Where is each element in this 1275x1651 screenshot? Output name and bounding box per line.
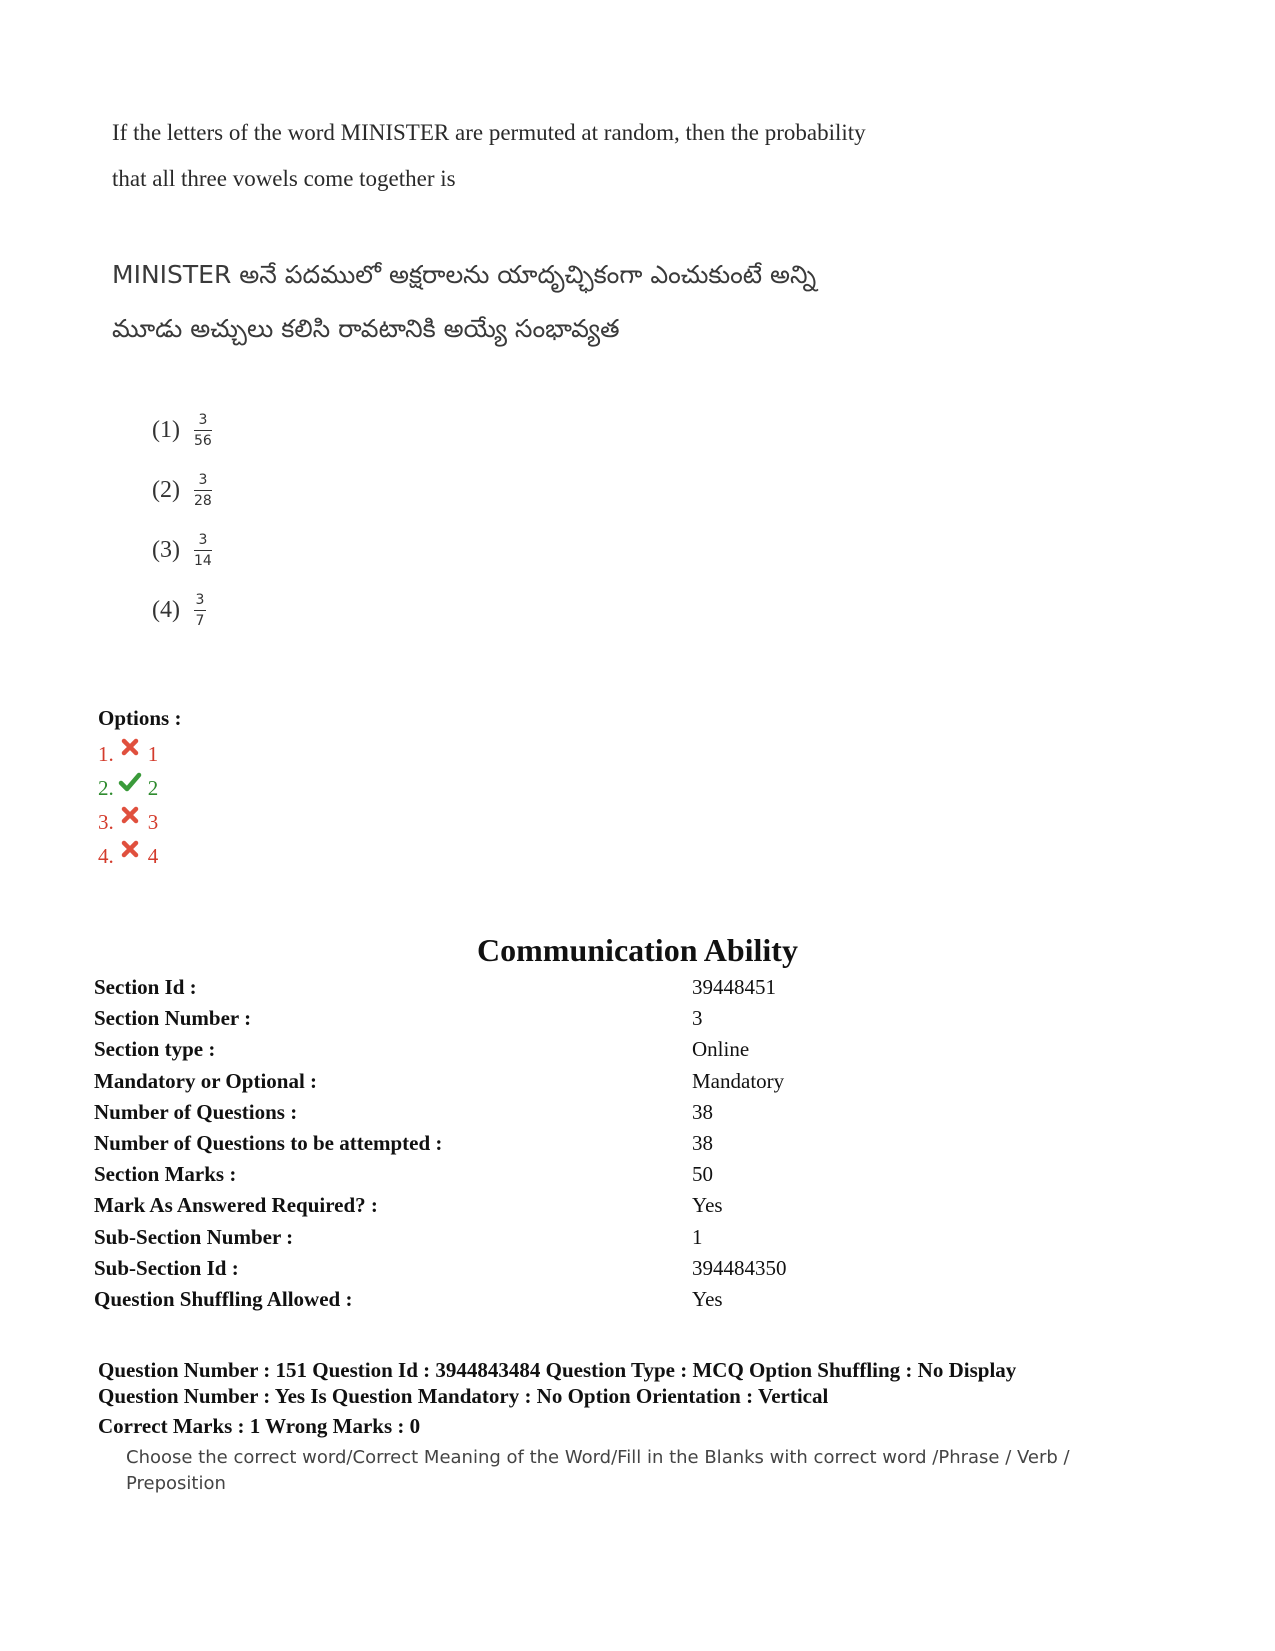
fraction-denominator: 28 xyxy=(194,492,212,509)
question-english-line: If the letters of the word MINISTER are permuted at random, then the probability xyxy=(112,120,866,145)
question-meta xyxy=(98,1357,1218,1439)
question-image xyxy=(112,110,1012,343)
section-info-value: Yes xyxy=(692,1193,723,1218)
options-list xyxy=(98,706,181,873)
option-item xyxy=(98,839,181,873)
option-index: 4. xyxy=(98,843,114,868)
instruction-line: Choose the correct word/Correct Meaning of the Word/Fill in the Blanks with correct word /Phrase / Verb / xyxy=(126,1447,1070,1468)
choice-fraction xyxy=(194,532,212,569)
choice-fraction xyxy=(194,412,212,449)
section-info-value: 50 xyxy=(692,1162,713,1187)
section-info-row xyxy=(94,1222,787,1253)
instruction-line: Preposition xyxy=(126,1473,226,1494)
section-info-value: Mandatory xyxy=(692,1068,785,1093)
section-info-key: Number of Questions : xyxy=(94,1099,298,1124)
section-info-row xyxy=(94,1253,787,1284)
option-value: 4 xyxy=(147,843,159,868)
fraction-numerator: 3 xyxy=(198,411,208,428)
section-info-key: Sub-Section Id : xyxy=(94,1255,239,1280)
option-index: 2. xyxy=(98,775,114,800)
section-info-row xyxy=(94,972,787,1003)
question-text-telugu xyxy=(112,248,1012,356)
section-info-key: Section Marks : xyxy=(94,1162,237,1187)
section-info-key: Section Number : xyxy=(94,1006,252,1031)
question-telugu-line: MINISTER అనే పదములో అక్షరాలను యాదృచ్ఛికంగా ఎంచుకుంటే అన్ని xyxy=(112,260,817,289)
fraction-numerator: 3 xyxy=(198,531,208,548)
option-value: 3 xyxy=(147,809,159,834)
fraction-numerator: 3 xyxy=(195,591,205,608)
options-title: Options : xyxy=(98,706,182,730)
question-meta-line: Question Number : Yes Is Question Mandatory : No Option Orientation : Vertical xyxy=(98,1384,829,1408)
fraction-bar xyxy=(194,490,212,491)
option-value: 2 xyxy=(147,775,159,800)
choice-fraction xyxy=(194,592,206,629)
section-info-key: Mark As Answered Required? : xyxy=(94,1193,378,1218)
section-info-row xyxy=(94,1003,787,1034)
choice-fraction xyxy=(194,472,212,509)
fraction-bar xyxy=(194,430,212,431)
section-info-value: 38 xyxy=(692,1131,713,1156)
choice-label: (2) xyxy=(152,476,180,503)
section-info-row xyxy=(94,1066,787,1097)
option-index: 1. xyxy=(98,741,114,766)
section-info-key: Mandatory or Optional : xyxy=(94,1068,318,1093)
fraction-denominator: 14 xyxy=(194,552,212,569)
fraction-bar xyxy=(194,550,212,551)
section-info-row xyxy=(94,1034,787,1065)
option-item xyxy=(98,737,181,771)
fraction-denominator: 7 xyxy=(195,612,205,629)
section-info-value: 38 xyxy=(692,1099,713,1124)
choice-label: (3) xyxy=(152,536,180,563)
question-telugu-line: మూడు అచ్చులు కలిసి రావటానికి అయ్యే సంభావ్యత xyxy=(112,314,620,343)
choice-label: (4) xyxy=(152,596,180,623)
section-info-table xyxy=(94,972,787,1315)
cross-icon xyxy=(118,738,142,758)
section-info-key: Sub-Section Number : xyxy=(94,1224,294,1249)
option-item xyxy=(98,805,181,839)
section-info-key: Section type : xyxy=(94,1037,216,1062)
question-instruction xyxy=(126,1445,1086,1497)
section-info-value: 1 xyxy=(692,1224,703,1249)
choice-item xyxy=(152,460,212,520)
section-info-key: Question Shuffling Allowed : xyxy=(94,1286,353,1311)
section-info-row xyxy=(94,1128,787,1159)
section-info-value: 3 xyxy=(692,1006,703,1031)
section-info-row xyxy=(94,1097,787,1128)
section-info-key: Number of Questions to be attempted : xyxy=(94,1131,443,1156)
cross-icon xyxy=(118,806,142,826)
section-info-value: 39448451 xyxy=(692,975,776,1000)
option-index: 3. xyxy=(98,809,114,834)
section-info-row xyxy=(94,1284,787,1315)
cross-icon xyxy=(118,840,142,860)
section-info-row xyxy=(94,1159,787,1190)
choice-item xyxy=(152,580,212,640)
section-info-key: Section Id : xyxy=(94,975,197,1000)
option-value: 1 xyxy=(147,741,159,766)
option-item xyxy=(98,771,181,805)
question-choices xyxy=(152,400,212,640)
section-info-row xyxy=(94,1190,787,1221)
choice-item xyxy=(152,400,212,460)
section-info-value: 394484350 xyxy=(692,1255,787,1280)
fraction-bar xyxy=(194,610,206,611)
question-marks: Correct Marks : 1 Wrong Marks : 0 xyxy=(98,1414,421,1438)
fraction-numerator: 3 xyxy=(198,471,208,488)
section-info-value: Yes xyxy=(692,1286,723,1311)
question-english-line: that all three vowels come together is xyxy=(112,166,456,191)
choice-item xyxy=(152,520,212,580)
question-text-english xyxy=(112,110,1012,202)
question-meta-line: Question Number : 151 Question Id : 3944843484 Question Type : MCQ Option Shuffling : No Display xyxy=(98,1358,1017,1382)
choice-label: (1) xyxy=(152,416,180,443)
fraction-denominator: 56 xyxy=(194,432,212,449)
check-icon xyxy=(118,772,142,792)
section-info-value: Online xyxy=(692,1037,750,1062)
section-title: Communication Ability xyxy=(477,932,798,968)
